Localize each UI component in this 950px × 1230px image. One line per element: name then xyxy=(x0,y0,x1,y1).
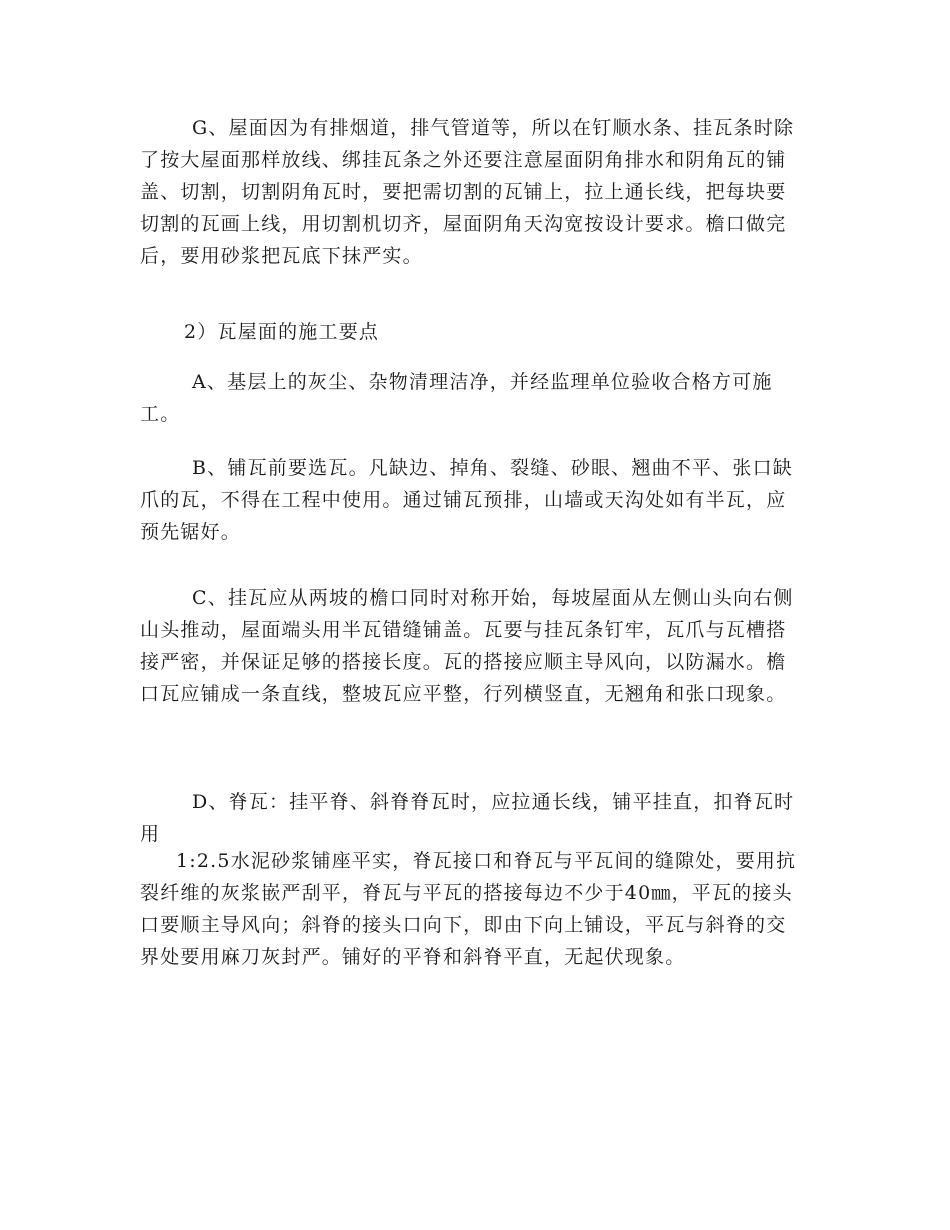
paragraph-g-roof-cutting: G、屋面因为有排烟道，排气管道等，所以在钉顺水条、挂瓦条时除了按大屋面那样放线、绑挂瓦条之外还要注意屋面阴角排水和阴角瓦的铺盖、切割，切割阴角瓦时，要把需切割的瓦铺上，拉上通长线，把每块要切割的瓦画上线，用切割机切齐，屋面阴角天沟宽按设计要求。檐口做完后，要用砂浆把瓦底下抹严实。 xyxy=(140,117,795,267)
paragraph-b-tile-selection: B、铺瓦前要选瓦。凡缺边、掉角、裂缝、砂眼、翘曲不平、张口缺爪的瓦，不得在工程中使用。通过铺瓦预排，山墙或天沟处如有半瓦，应预先锯好。 xyxy=(140,457,793,543)
paragraph-c-tile-hanging: C、挂瓦应从两坡的檐口同时对称开始，每坡屋面从左侧山头向右侧山头推动，屋面端头用半瓦错缝铺盖。瓦要与挂瓦条钉牢，瓦爪与瓦槽搭接严密，并保证足够的搭接长度。瓦的搭接应顺主导风向，以防漏水。檐口瓦应铺成一条直线，整坡瓦应平整，行列横竖直，无翘角和张口现象。 xyxy=(140,587,794,705)
section-heading-tile-roof-key-points: 2）瓦屋面的施工要点 xyxy=(184,321,380,343)
paragraph-a-base-cleaning: A、基层上的灰尘、杂物清理洁净，并经监理单位验收合格方可施工。 xyxy=(140,371,773,425)
paragraph-mortar-ridge-joints: 1:2.5水泥砂浆铺座平实，脊瓦接口和脊瓦与平瓦间的缝隙处，要用抗裂纤维的灰浆嵌严刮平，脊瓦与平瓦的搭接每边不少于40㎜，平瓦的接头口要顺主导风向；斜脊的接头口向下，即由下向上铺设，平瓦与斜脊的交界处要用麻刀灰封严。铺好的平脊和斜脊平直，无起伏现象。 xyxy=(140,850,797,968)
paragraph-d-ridge-tiles: D、脊瓦：挂平脊、斜脊脊瓦时，应拉通长线，铺平挂直，扣脊瓦时用 xyxy=(140,791,795,845)
